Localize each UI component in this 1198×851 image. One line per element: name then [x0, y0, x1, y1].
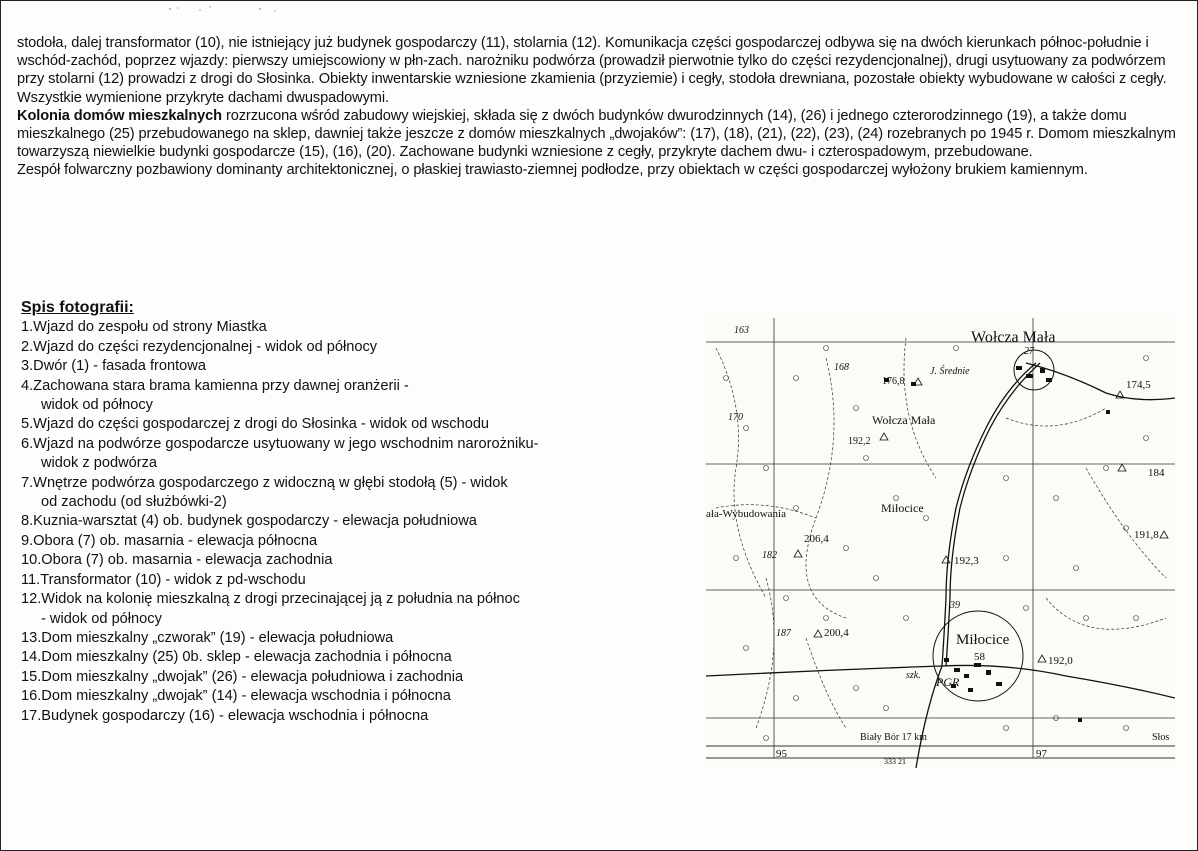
list-item-text: 6.Wjazd na podwórze gospodarcze usytuowany w jego wschodnim narorożniku-	[21, 435, 539, 452]
list-item-text: 2.Wjazd do części rezydencjonalnej - widok od północy	[21, 338, 378, 355]
place-label-wolcza-mala: Wołcza Mała	[971, 329, 1056, 346]
photo-list-section	[21, 298, 661, 726]
map-margin-note: Biały Bór 17 km	[860, 732, 927, 743]
elevation-192-0: 192,0	[1048, 655, 1073, 667]
list-item-text: 12.Widok na kolonię mieszkalną z drogi przecinającej ją z południa na północ	[21, 591, 520, 608]
list-item-continuation: widok od północy	[41, 397, 153, 414]
place-label-pgr: PGR	[936, 675, 960, 689]
list-item	[21, 415, 661, 434]
topographic-map	[706, 318, 1175, 768]
map-edge-label: Słos	[1152, 732, 1170, 743]
place-label-milocice: Miłocice	[956, 632, 1010, 648]
list-item	[21, 687, 661, 706]
list-item	[21, 435, 661, 474]
list-item-text: 17.Budynek gospodarczy (16) - elewacja wschodnia i północna	[21, 707, 429, 724]
list-item	[21, 590, 661, 629]
body-text	[17, 34, 1182, 180]
list-item-text: 13.Dom mieszkalny „czworak” (19) - elewacja południowa	[21, 629, 394, 646]
list-item	[21, 648, 661, 667]
elevation-206-4: 206,4	[804, 533, 829, 545]
elevation-191-8: 191,8	[1134, 529, 1159, 541]
elevation-192-3: 192,3	[954, 555, 979, 567]
list-item-text: 10.Obora (7) ob. masarnia - elewacja zachodnia	[21, 552, 333, 569]
place-label-szk: szk.	[906, 670, 921, 681]
scan-artifact	[150, 2, 300, 16]
elevation-174-5: 174,5	[1126, 379, 1151, 391]
elevation-176-8: 176,8	[882, 376, 905, 387]
list-item-text: 5.Wjazd do części gospodarczej z drogi do Słosinka - widok od wschodu	[21, 416, 490, 433]
topographic-map-svg	[706, 318, 1175, 768]
list-item-continuation: od zachodu (od służbówki-2)	[41, 494, 227, 511]
list-item	[21, 707, 661, 726]
colony-text: rozrzucona wśród zabudowy wiejskiej, składa się z dwóch budynków dwurodzinnych (14), (26) i jednego czterorodzinnego (19), a także domu mieszkalnego (25) przebudowanego na sklep, dawniej także jeszcze z domów mieszkalnych „dwojaków”: (17), (18), (21), (22), (23), (24) rozebranych po 1945 r. Domom mieszkalnym towarzyszą niewielkie budynki gospodarcze (15), (16), (20). Zachowane budynki wzniesione z cegły, przykryte dachem dwu- i czterospadowym, przebudowane.	[17, 107, 1176, 161]
ensemble-paragraph: Zespół folwarczny pozbawiony dominanty architektonicznej, o płaskiej trawiasto-ziemnej podłodze, przy obiektach w części gospodarczej wyłożony brukiem kamiennym.	[17, 162, 1088, 179]
photo-list	[21, 318, 661, 726]
list-item-text: 1.Wjazd do zespołu od strony Miastka	[21, 319, 267, 336]
list-item-continuation: - widok od północy	[41, 610, 162, 627]
place-label-wolcza-mala-village: Wołcza Mała	[872, 413, 936, 427]
place-label-mala-wybudowania: ała-Wybudowania	[706, 508, 786, 520]
colony-heading: Kolonia domów mieszkalnych	[17, 107, 222, 124]
farm-description-paragraph: stodoła, dalej transformator (10), nie istniejący już budynek gospodarczy (11), stolarnia (12). Komunikacja części gospodarczej odbywa się na dwóch kierunkach północ-południe i wschód-zachód, poprzez wjazdy: pierwszy umiejscowiony w płn-zach. narożniku podwórza (prowadził pierwotnie tylko do części rezydencjonalnej), drugi usytuowany za podwórzem przy stolarni (12) prowadzi z drogi do Słosinka. Obiekty inwentarskie wzniesione zkamienia (przyziemie) i cegły, stodoła drewniana, pozostałe obiekty wybudowane w całości z cegły. Wszystkie wymienione przykryte dachami dwuspadowymi.	[17, 35, 1167, 106]
elevation-187: 187	[776, 628, 791, 639]
list-item	[21, 474, 661, 513]
list-item	[21, 377, 661, 416]
list-item	[21, 571, 661, 590]
photo-list-heading: Spis fotografii:	[21, 299, 134, 316]
grid-label-95: 95	[776, 748, 787, 760]
list-item-text: 7.Wnętrze podwórza gospodarczego z widoczną w głębi stodołą (5) - widok	[21, 474, 508, 491]
road-number-39: 39	[950, 600, 960, 611]
list-item-text: 9.Obora (7) ob. masarnia - elewacja północna	[21, 532, 318, 549]
list-item	[21, 668, 661, 687]
elevation-192-2: 192,2	[848, 436, 871, 447]
list-item	[21, 357, 661, 376]
road-number-58: 58	[974, 651, 985, 663]
elevation-170: 170	[728, 412, 743, 423]
grid-label-97: 97	[1036, 748, 1047, 760]
colony-paragraph	[17, 107, 1182, 162]
list-item	[21, 512, 661, 531]
list-item	[21, 338, 661, 357]
road-number-27: 27	[1024, 346, 1034, 357]
list-item-text: 3.Dwór (1) - fasada frontowa	[21, 358, 206, 375]
list-item-text: 15.Dom mieszkalny „dwojak” (26) - elewacja południowa i zachodnia	[21, 668, 464, 685]
list-item-continuation: widok z podwórza	[41, 455, 157, 472]
elevation-182: 182	[762, 550, 777, 561]
list-item	[21, 629, 661, 648]
place-label-j-srednie: J. Średnie	[930, 366, 970, 377]
list-item-text: 4.Zachowana stara brama kamienna przy dawnej oranżerii -	[21, 377, 409, 394]
list-item	[21, 318, 661, 337]
list-item-text: 11.Transformator (10) - widok z pd-wschodu	[21, 571, 306, 588]
list-item	[21, 551, 661, 570]
list-item-text: 14.Dom mieszkalny (25) 0b. sklep - elewacja zachodnia i północna	[21, 649, 452, 666]
elevation-168: 168	[834, 362, 849, 373]
list-item	[21, 532, 661, 551]
elevation-200-4: 200,4	[824, 627, 849, 639]
list-item-text: 8.Kuznia-warsztat (4) ob. budynek gospodarczy - elewacja południowa	[21, 513, 477, 530]
elevation-184: 184	[1148, 467, 1165, 479]
grid-label-333: 333 21	[884, 757, 906, 766]
elevation-163: 163	[734, 325, 749, 336]
list-item-text: 16.Dom mieszkalny „dwojak” (14) - elewacja wschodnia i północna	[21, 688, 451, 705]
place-label-milocice-small: Miłocice	[881, 501, 924, 515]
